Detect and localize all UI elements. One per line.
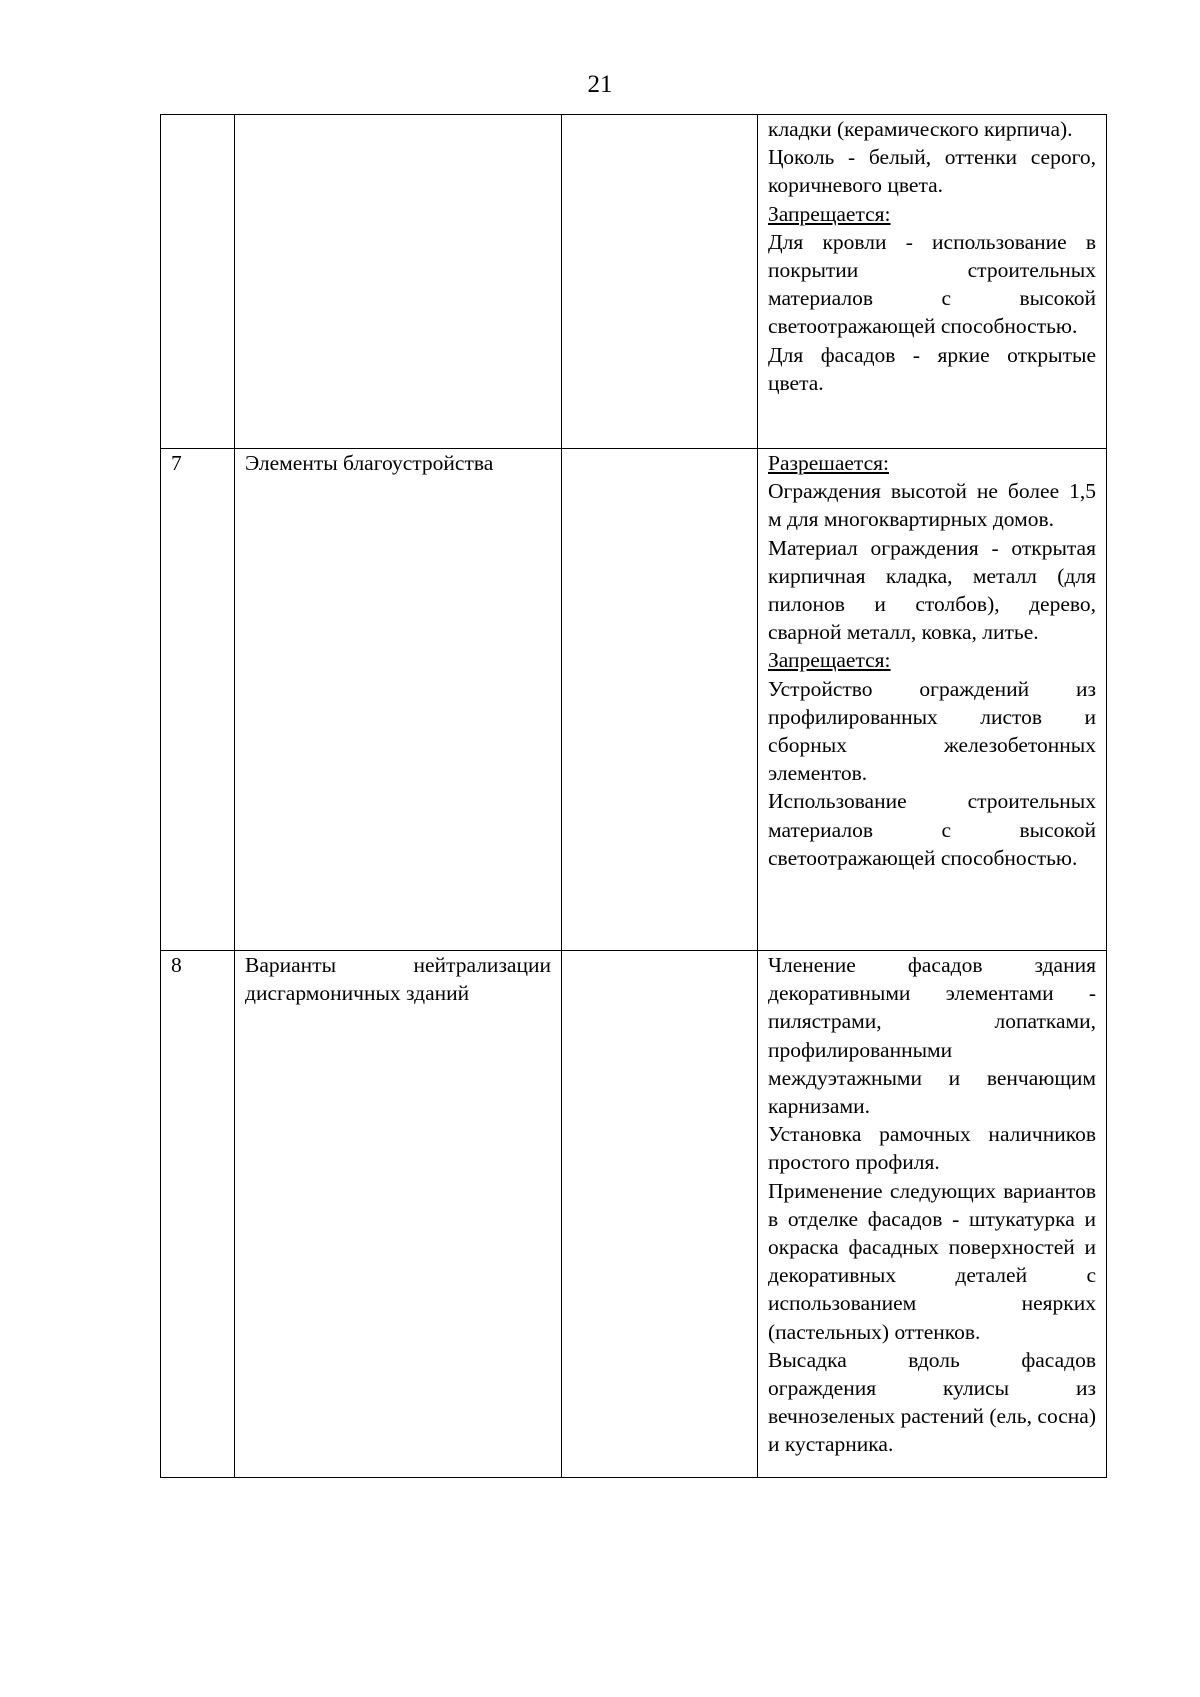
row-number-cell: 7 bbox=[161, 449, 235, 951]
row-name-text: Элементы благоустройства bbox=[245, 451, 494, 475]
table-row bbox=[161, 951, 1107, 1478]
row-name-cell bbox=[235, 115, 562, 449]
table-row bbox=[161, 115, 1107, 449]
page-number: 21 bbox=[587, 71, 613, 98]
row-name-text: Варианты нейтрализации дисгармоничных зданий bbox=[245, 953, 551, 1006]
requirement-paragraph: Установка рамочных наличников простого профиля. bbox=[768, 1122, 1096, 1175]
row-requirements-cell bbox=[758, 449, 1107, 951]
requirements-table bbox=[160, 114, 1107, 1478]
requirement-paragraph: Использование строительных материалов с высокой светоотражающей способностью. bbox=[768, 789, 1096, 870]
table-row bbox=[161, 449, 1107, 951]
row-number-cell bbox=[161, 115, 235, 449]
row-name-cell bbox=[235, 449, 562, 951]
requirement-paragraph: Для кровли - использование в покрытии строительных материалов с высокой светоотражающей способностью. bbox=[768, 229, 1096, 339]
requirement-paragraph: Цоколь - белый, оттенки серого, коричневого цвета. bbox=[768, 145, 1096, 198]
requirement-paragraph: Высадка вдоль фасадов ограждения кулисы из вечнозеленых растений (ель, сосна) и кустарника. bbox=[768, 1347, 1096, 1457]
requirement-paragraph: Устройство ограждений из профилированных листов и сборных железобетонных элементов. bbox=[768, 676, 1096, 786]
row-empty-cell bbox=[562, 449, 758, 951]
row-empty-cell bbox=[562, 115, 758, 449]
row-number-cell: 8 bbox=[161, 951, 235, 1478]
forbidden-heading: Запрещается: bbox=[768, 648, 891, 673]
requirement-paragraph: Ограждения высотой не более 1,5 м для многоквартирных домов. bbox=[768, 479, 1096, 532]
forbidden-heading: Запрещается: bbox=[768, 201, 891, 226]
requirement-paragraph: Применение следующих вариантов в отделке фасадов - штукатурка и окраска фасадных поверхностей и декоративных деталей с использованием неярких (пастельных) оттенков. bbox=[768, 1178, 1096, 1344]
allowed-heading: Разрешается: bbox=[768, 451, 889, 475]
row-requirements-cell bbox=[758, 115, 1107, 449]
requirement-paragraph: Членение фасадов здания декоративными элементами - пилястрами, лопатками, профилированными междуэтажными и венчающим карнизами. bbox=[768, 953, 1096, 1119]
requirement-paragraph: Материал ограждения - открытая кирпичная кладка, металл (для пилонов и столбов), дерево, сварной металл, ковка, литье. bbox=[768, 535, 1096, 645]
requirement-paragraph: кладки (керамического кирпича). bbox=[768, 117, 1073, 141]
row-name-cell bbox=[235, 951, 562, 1478]
row-empty-cell bbox=[562, 951, 758, 1478]
row-requirements-cell bbox=[758, 951, 1107, 1478]
requirement-paragraph: Для фасадов - яркие открытые цвета. bbox=[768, 342, 1096, 395]
